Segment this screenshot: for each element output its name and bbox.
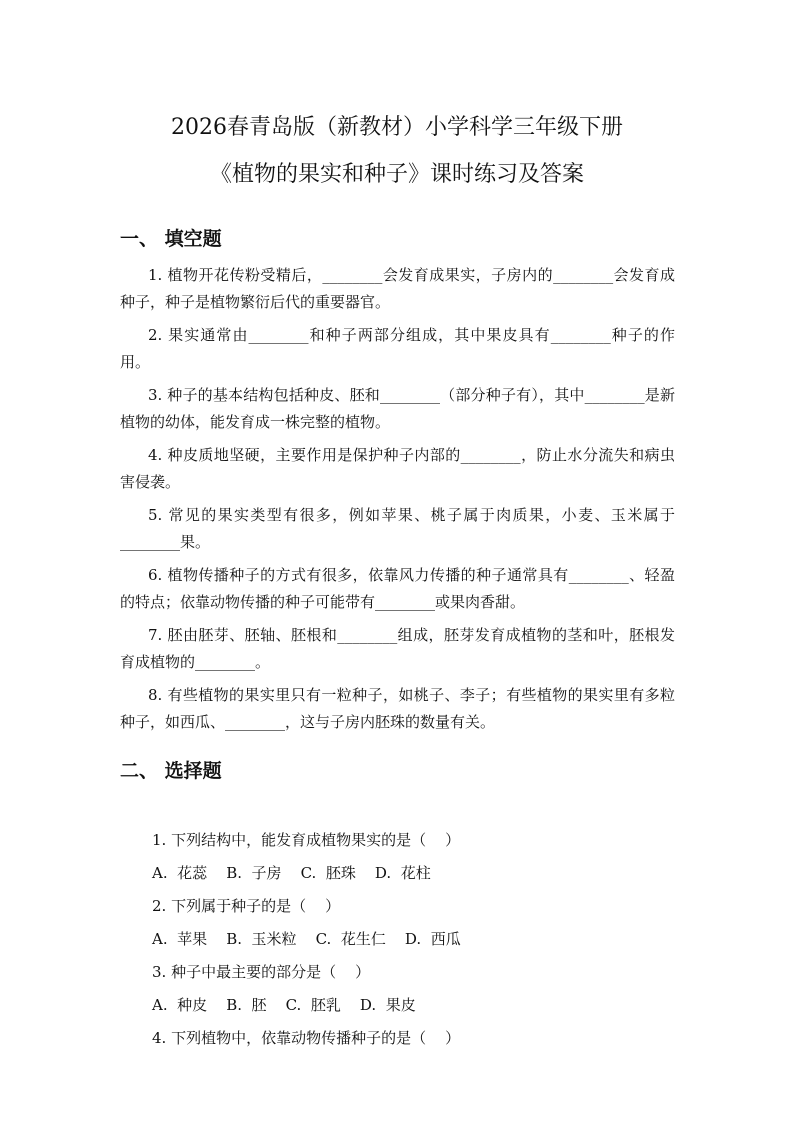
section-heading-fill: 一、 填空题 xyxy=(120,228,222,250)
fill-question: 1. 植物开花传粉受精后，________会发育成果实，子房内的________会发育成种子，种子是植物繁衍后代的重要器官。 xyxy=(120,266,675,311)
choice-question: 3. 种子中最主要的部分是（ ） xyxy=(152,963,371,981)
choice-question: 1. 下列结构中，能发育成植物果实的是（ ） xyxy=(152,831,461,849)
choice-options: A. 种皮 B. 胚 C. 胚乳 D. 果皮 xyxy=(152,996,416,1014)
choice-options: A. 花蕊 B. 子房 C. 胚珠 D. 花柱 xyxy=(152,864,431,882)
fill-question: 8. 有些植物的果实里只有一粒种子，如桃子、李子；有些植物的果实里有多粒种子，如西瓜、________，这与子房内胚珠的数量有关。 xyxy=(120,686,675,731)
fill-question: 3. 种子的基本结构包括种皮、胚和________（部分种子有），其中________是新植物的幼体，能发育成一株完整的植物。 xyxy=(120,386,675,431)
document-title: 2026春青岛版（新教材）小学科学三年级下册 xyxy=(171,115,623,140)
document-subtitle: 《植物的果实和种子》课时练习及答案 xyxy=(209,162,584,187)
choice-options: A. 苹果 B. 玉米粒 C. 花生仁 D. 西瓜 xyxy=(152,930,461,948)
fill-question: 5. 常见的果实类型有很多，例如苹果、桃子属于肉质果，小麦、玉米属于________果。 xyxy=(120,506,675,551)
fill-question: 4. 种皮质地坚硬，主要作用是保护种子内部的________，防止水分流失和病虫害侵袭。 xyxy=(120,446,675,491)
fill-question: 2. 果实通常由________和种子两部分组成，其中果皮具有________种子的作用。 xyxy=(120,326,675,371)
fill-question: 7. 胚由胚芽、胚轴、胚根和________组成，胚芽发育成植物的茎和叶，胚根发育成植物的________。 xyxy=(120,626,675,671)
choice-question: 4. 下列植物中，依靠动物传播种子的是（ ） xyxy=(152,1029,461,1047)
fill-questions xyxy=(120,262,675,742)
choice-questions xyxy=(152,824,672,1055)
choice-question: 2. 下列属于种子的是（ ） xyxy=(152,897,341,915)
section-heading-choice: 二、 选择题 xyxy=(120,760,222,782)
fill-question: 6. 植物传播种子的方式有很多，依靠风力传播的种子通常具有________、轻盈的特点；依靠动物传播的种子可能带有________或果肉香甜。 xyxy=(120,566,675,611)
